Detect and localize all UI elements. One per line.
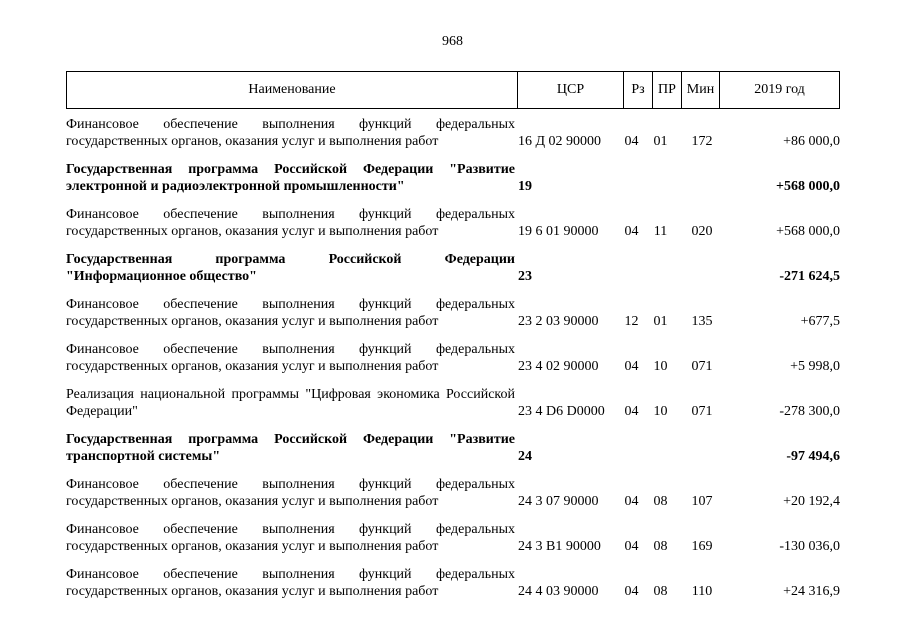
header-min: Мин — [681, 72, 719, 108]
row-rz: 04 — [624, 584, 639, 599]
row-min: 169 — [691, 539, 713, 554]
row-amount: +5 998,0 — [790, 359, 840, 374]
table-row — [66, 116, 840, 150]
header-pr: ПР — [652, 72, 681, 108]
row-min: 107 — [691, 494, 713, 509]
row-min: 020 — [691, 224, 713, 239]
table-row — [66, 566, 840, 600]
row-min: 135 — [691, 314, 713, 329]
row-min: 071 — [691, 359, 713, 374]
row-rz: 04 — [624, 404, 639, 419]
table-body — [66, 116, 840, 600]
row-rz: 04 — [624, 224, 639, 239]
table-row — [66, 386, 840, 420]
row-name: Государственная программа Российской Федерации "Информационное общество" — [66, 252, 515, 284]
row-pr: 08 — [653, 539, 668, 554]
table-row — [66, 476, 840, 510]
row-pr: 01 — [653, 314, 668, 329]
row-pr: 11 — [653, 224, 668, 239]
table-row — [66, 206, 840, 240]
row-csr: 19 — [518, 179, 532, 194]
row-pr: 10 — [653, 404, 668, 419]
row-amount: +677,5 — [800, 314, 840, 329]
row-name: Государственная программа Российской Федерации "Развитие электронной и радиоэлектронной промышленности" — [66, 162, 515, 194]
header-year: 2019 год — [719, 72, 839, 108]
row-csr: 19 6 01 90000 — [518, 224, 599, 239]
row-name: Реализация национальной программы "Цифровая экономика Российской Федерации" — [66, 387, 515, 419]
row-pr: 10 — [653, 359, 668, 374]
table-row — [66, 341, 840, 375]
row-amount: -278 300,0 — [779, 404, 840, 419]
header-rz: Рз — [623, 72, 652, 108]
row-amount: +86 000,0 — [783, 134, 840, 149]
row-amount: +568 000,0 — [776, 179, 840, 194]
row-rz: 04 — [624, 134, 639, 149]
row-csr: 23 4 D6 D0000 — [518, 404, 605, 419]
row-name: Финансовое обеспечение выполнения функций федеральных государственных органов, оказания услуг и выполнения работ — [66, 117, 515, 149]
row-pr: 01 — [653, 134, 668, 149]
row-min: 110 — [691, 584, 713, 599]
row-amount: -271 624,5 — [779, 269, 840, 284]
row-amount: -130 036,0 — [779, 539, 840, 554]
table-row — [66, 161, 840, 195]
row-csr: 24 4 03 90000 — [518, 584, 599, 599]
table-row — [66, 296, 840, 330]
row-pr: 08 — [653, 584, 668, 599]
row-rz: 04 — [624, 494, 639, 509]
row-csr: 24 — [518, 449, 532, 464]
row-csr: 24 3 07 90000 — [518, 494, 599, 509]
page-number: 968 — [442, 34, 463, 49]
table-row — [66, 431, 840, 465]
header-csr: ЦСР — [517, 72, 623, 108]
row-name: Финансовое обеспечение выполнения функций федеральных государственных органов, оказания услуг и выполнения работ — [66, 522, 515, 554]
row-name: Финансовое обеспечение выполнения функций федеральных государственных органов, оказания услуг и выполнения работ — [66, 342, 515, 374]
row-csr: 16 Д 02 90000 — [518, 134, 602, 149]
row-min: 172 — [691, 134, 713, 149]
row-amount: +568 000,0 — [776, 224, 840, 239]
table-header — [66, 71, 840, 109]
row-amount: +20 192,4 — [783, 494, 840, 509]
table-row — [66, 521, 840, 555]
row-min: 071 — [691, 404, 713, 419]
table-row — [66, 251, 840, 285]
row-amount: +24 316,9 — [783, 584, 840, 599]
row-rz: 04 — [624, 359, 639, 374]
row-name: Финансовое обеспечение выполнения функций федеральных государственных органов, оказания услуг и выполнения работ — [66, 207, 515, 239]
row-rz: 04 — [624, 539, 639, 554]
row-csr: 23 — [518, 269, 532, 284]
row-csr: 23 2 03 90000 — [518, 314, 599, 329]
row-csr: 24 3 B1 90000 — [518, 539, 601, 554]
header-name: Наименование — [248, 82, 336, 97]
row-pr: 08 — [653, 494, 668, 509]
row-name: Финансовое обеспечение выполнения функций федеральных государственных органов, оказания услуг и выполнения работ — [66, 297, 515, 329]
row-name: Государственная программа Российской Федерации "Развитие транспортной системы" — [66, 432, 515, 464]
row-amount: -97 494,6 — [786, 449, 840, 464]
row-rz: 12 — [624, 314, 639, 329]
row-csr: 23 4 02 90000 — [518, 359, 599, 374]
row-name: Финансовое обеспечение выполнения функций федеральных государственных органов, оказания услуг и выполнения работ — [66, 477, 515, 509]
row-name: Финансовое обеспечение выполнения функций федеральных государственных органов, оказания услуг и выполнения работ — [66, 567, 515, 599]
